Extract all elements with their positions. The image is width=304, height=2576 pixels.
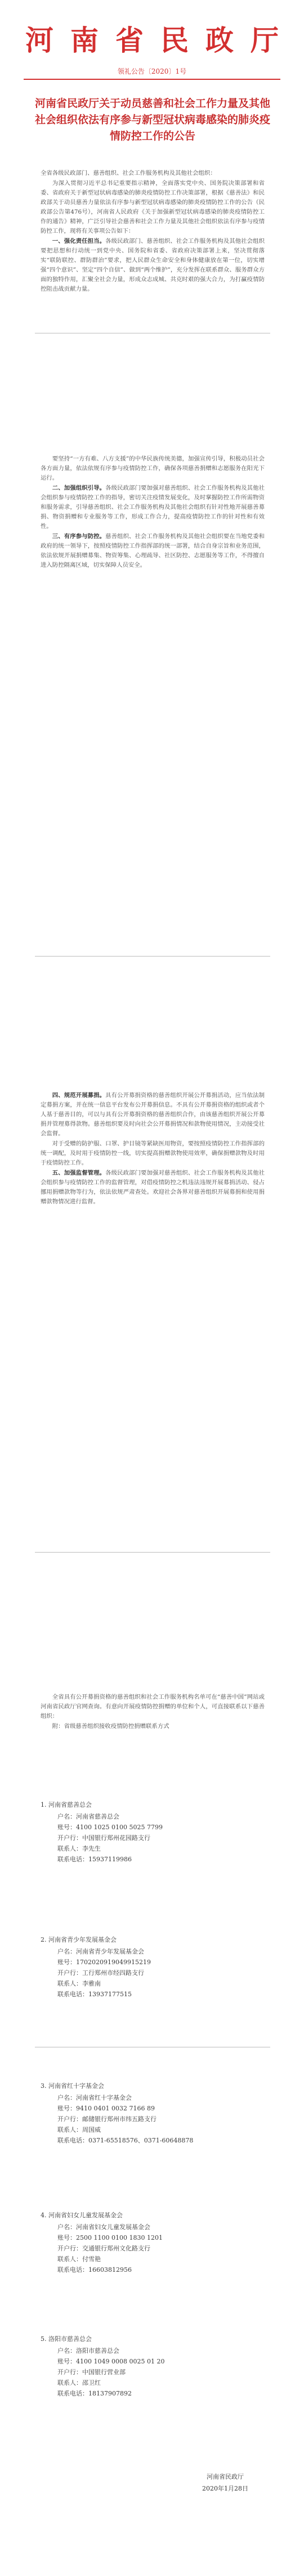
contact-4 bbox=[41, 2210, 226, 2275]
signature-org: 河南省民政厅 bbox=[207, 2473, 244, 2480]
contact-5-title: 5. 洛阳市慈善总会 bbox=[41, 2335, 92, 2343]
section-4-text: 具有公开募捐资格的慈善组织开展公开募捐活动，应当依法制定募捐方案，并在统一信息平台发布公开募捐信息。不具有公开募捐资格的组织或者个人基于慈善目的，可以与具有公开募捐资格的慈善组织合作，由该慈善组织开展公开募捐并管理募得款物。慈善组织要及时向社会公开募捐情况和款物使用情况，主动接受社会监督。 bbox=[41, 1092, 265, 1137]
section-1-tail: 要坚持“一方有难、八方支援”的中华民族传统美德，加强宣传引导，积极动员社会各方面力量，依法依规有序参与疫情防控工作，确保各项慈善捐赠和志愿服务在阳光下运行。 bbox=[41, 455, 265, 481]
document-title: 河南省民政厅关于动员慈善和社会工作力量及其他社会组织依法有序参与新型冠状病毒感染的肺炎疫情防控工作的公告 bbox=[34, 97, 270, 142]
section-1-heading: 一、强化责任担当。 bbox=[52, 238, 106, 245]
section-5 bbox=[41, 1169, 265, 1207]
section-6-text: 全省具有公开募捐资格的慈善组织和社会工作服务机构名单可在“慈善中国”网站或河南省民政厅官网查询。有意向开展疫情防控捐赠的单位和个人，可直接联系以下慈善组织： bbox=[41, 1694, 265, 1720]
contact-3-phone: 联系电话：0371-65518576、0371-60648878 bbox=[57, 2137, 194, 2144]
contact-3-title: 3. 河南省红十字基金会 bbox=[41, 2082, 104, 2090]
contact-5-person: 联系人：邵卫红 bbox=[57, 2379, 101, 2386]
section-1 bbox=[41, 237, 265, 294]
section-4-heading: 四、规范开展募捐。 bbox=[52, 1092, 106, 1099]
addressee: 全省各级民政部门、慈善组织、社会工作服务机构及其他社会组织： bbox=[41, 170, 216, 177]
contact-5-account-name: 户名：洛阳市慈善总会 bbox=[57, 2347, 119, 2354]
contact-1-person: 联系人：李先生 bbox=[57, 1845, 101, 1852]
contact-2-title: 2. 河南省青少年发展基金会 bbox=[41, 1936, 117, 1943]
contact-3-bank: 开户行：邮储银行郑州市纬五路支行 bbox=[57, 2115, 157, 2123]
section-5-text: 各级民政部门要加强对慈善组织、社会工作服务机构及其他社会组织参与疫情防控工作的监督管理，对借疫情防控之机违法违规开展募捐活动、侵占挪用捐赠款物等行为，依法依规严肃查处。欢迎社会各界对慈善组织开展募捐和使用捐赠款物情况进行监督。 bbox=[41, 1170, 265, 1205]
contact-3-person: 联系人：周国威 bbox=[57, 2126, 101, 2133]
section-3 bbox=[41, 532, 265, 570]
contact-2-account-no: 账号：1702020919049915219 bbox=[57, 1959, 151, 1966]
contact-4-title: 4. 河南省妇女儿童发展基金会 bbox=[41, 2212, 123, 2219]
intro-paragraph: 为深入贯彻习近平总书记重要指示精神，全面落实党中央、国务院决策部署和省委、省政府关于新型冠状病毒感染的肺炎疫情防控工作决策部署，根据《慈善法》和民政部关于动员慈善力量依法有序参与新型冠状病毒感染的肺炎疫情防控工作的公告（民政部公告第476号），河南省人民政府《关于加强新型冠状病毒感染的肺炎疫情防控工作的通告》精神，广泛引导社会慈善和社会工作力量及其他社会组织依法有序参与疫情防控工作，现将有关事项公告如下： bbox=[41, 180, 265, 234]
contact-3-account-name: 户名：河南省红十字基金会 bbox=[57, 2094, 132, 2101]
contact-1-account-name: 户名：河南省慈善总会 bbox=[57, 1813, 119, 1820]
section-4 bbox=[41, 1091, 265, 1139]
contact-1-account-no: 账号：4100 1025 0100 5025 7799 bbox=[57, 1824, 163, 1831]
document-number: 领礼公告〔2020〕1号 bbox=[117, 67, 187, 75]
body-part-3 bbox=[41, 1091, 265, 1207]
contact-4-account-name: 户名：河南省妇女儿童发展基金会 bbox=[57, 2223, 150, 2231]
section-2-text: 各级民政部门要加强对慈善组织、社会工作服务机构及其他社会组织参与疫情防控工作的指导，密切关注疫情发展变化，及时掌握防控工作所需物资和服务需求，引导慈善组织、社会工作服务机构及其他社会组织有针对性地开展慈善募捐、物资捐赠和专业服务等工作，形成工作合力，提高疫情防控工作的针对性和有效性。 bbox=[41, 485, 265, 530]
contact-3 bbox=[41, 2081, 226, 2146]
section-2 bbox=[41, 484, 265, 531]
page-break bbox=[35, 956, 270, 957]
section-1-text: 各级民政部门、慈善组织、社会工作服务机构及其他社会组织要把思想和行动统一到党中央、国务院和省委、省政府决策部署上来，坚决贯彻落实“联防联控、群防群治”要求，把人民群众生命安全和身体健康放在第一位，切实增强“四个意识”、坚定“四个自信”、做到“两个维护”，充分发挥在联系群众、服务群众方面的独特作用，汇聚全社会力量，形成众志成城、共克时艰的强大合力，为打赢疫情防控阻击战贡献力量。 bbox=[41, 238, 265, 292]
body-part-1 bbox=[41, 169, 265, 294]
section-5-heading: 五、加强监督管理。 bbox=[52, 1170, 106, 1176]
contact-1-phone: 联系电话：15937119986 bbox=[57, 1856, 132, 1863]
contact-4-person: 联系人：付雪艳 bbox=[57, 2255, 101, 2263]
body-part-4 bbox=[41, 1693, 265, 1731]
page-break bbox=[35, 1552, 270, 1553]
contact-2-phone: 联系电话：13937177515 bbox=[57, 1991, 132, 1998]
masthead: 河南省民政厅 bbox=[25, 25, 296, 56]
contact-3-account-no: 账号：9410 0401 0032 7166 89 bbox=[57, 2105, 155, 2112]
red-divider bbox=[24, 79, 280, 80]
list-intro: 附：省级慈善组织接收疫情防控捐赠联系方式 bbox=[52, 1723, 169, 1730]
section-3-text: 慈善组织、社会工作服务机构及其他社会组织要在当地党委和政府的统一领导下，按照疫情防控工作指挥部的统一部署，结合自身宗旨和业务范围，依法依规开展捐赠募集、物资筹集、心理疏导、社区防控、志愿服务等工作，不得擅自进入防控隔离区域，切实保障人员安全。 bbox=[41, 533, 265, 569]
contact-2 bbox=[41, 1934, 226, 2000]
contact-1-title: 1. 河南省慈善总会 bbox=[41, 1801, 92, 1808]
body-part-2 bbox=[41, 454, 265, 570]
contact-5-bank: 开户行：中国银行营业部 bbox=[57, 2369, 126, 2376]
contact-2-bank: 开户行：工行郑州市经四路支行 bbox=[57, 1969, 144, 1977]
section-3-heading: 三、有序参与防控。 bbox=[52, 533, 106, 540]
section-4-tail: 对于受赠的防护服、口罩、护目镜等紧缺医用物资，要按照疫情防控工作指挥部的统一调配，及时用于疫情防控一线，切实提高捐赠款物使用效率，确保捐赠款物及时用于疫情防控工作。 bbox=[41, 1140, 265, 1166]
contact-4-phone: 联系电话：16603812956 bbox=[57, 2266, 132, 2273]
contact-2-person: 联系人：李雅南 bbox=[57, 1980, 101, 1987]
contact-2-account-name: 户名：河南省青少年发展基金会 bbox=[57, 1948, 144, 1955]
contact-4-bank: 开户行：交通银行郑州文化路支行 bbox=[57, 2245, 150, 2252]
contact-5-phone: 联系电话：18137907892 bbox=[57, 2390, 132, 2397]
section-2-heading: 二、加强组织引导。 bbox=[52, 485, 106, 491]
signature-date: 2020年1月28日 bbox=[202, 2485, 248, 2492]
contact-5 bbox=[41, 2334, 226, 2399]
contact-5-account-no: 账号：4100 1049 0008 0025 01 20 bbox=[57, 2358, 165, 2365]
contact-4-account-no: 账号：2500 1100 0100 1830 1201 bbox=[57, 2234, 163, 2241]
contact-1-bank: 开户行：中国银行郑州花园路支行 bbox=[57, 1834, 150, 1842]
contact-1 bbox=[41, 1799, 226, 1865]
